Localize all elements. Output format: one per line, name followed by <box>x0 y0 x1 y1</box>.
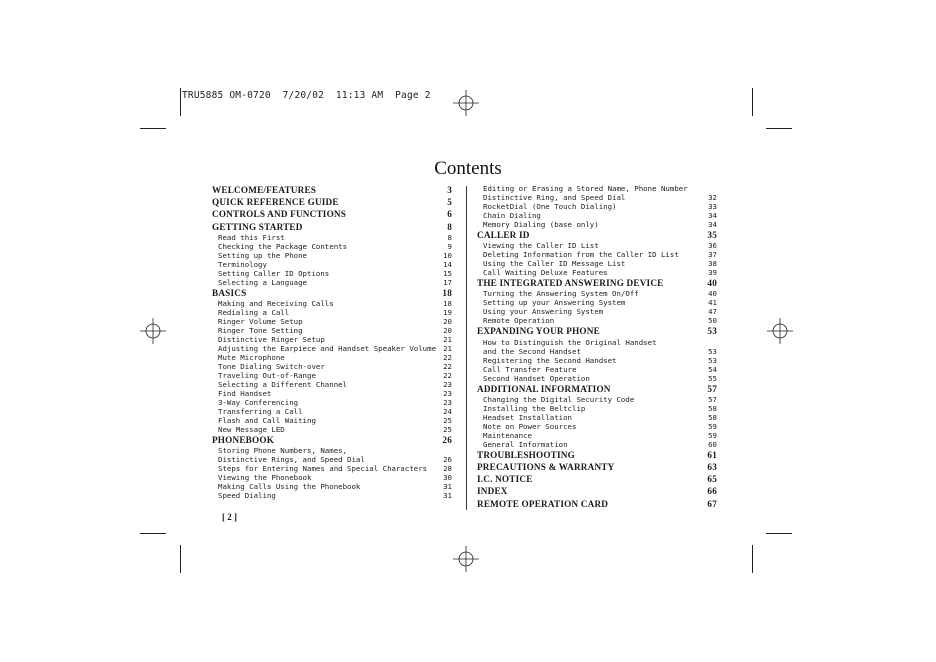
toc-entry-label: Making and Receiving Calls <box>218 298 334 308</box>
toc-page-number: 50 <box>708 316 717 326</box>
toc-section-entry[interactable] <box>477 498 717 510</box>
toc-item-entry[interactable] <box>477 374 717 383</box>
toc-item-entry[interactable] <box>212 464 452 473</box>
page-number: [ 2 ] <box>222 512 237 522</box>
toc-item-entry[interactable] <box>477 338 717 356</box>
toc-page-number: 26 <box>443 455 452 465</box>
registration-mark-bottom-icon <box>453 546 479 572</box>
toc-section-entry[interactable] <box>477 325 717 337</box>
toc-page-number: 9 <box>447 241 452 251</box>
crop-mark-bottom-left-v <box>180 545 181 573</box>
toc-entry-label: Registering the Second Handset <box>483 355 617 365</box>
toc-entry-label: QUICK REFERENCE GUIDE <box>212 197 339 208</box>
toc-page-number: 34 <box>708 211 717 220</box>
toc-item-entry[interactable] <box>212 446 452 464</box>
toc-item-entry[interactable] <box>477 202 717 211</box>
toc-page-number: 35 <box>707 230 717 240</box>
toc-page-number: 6 <box>447 209 452 220</box>
toc-entry-label: Second Handset Operation <box>483 373 590 383</box>
toc-page-number: 10 <box>443 250 452 260</box>
toc-page-number: 61 <box>707 449 717 460</box>
toc-entry-label: Call Waiting Deluxe Features <box>483 268 608 278</box>
toc-entry-label: Editing or Erasing a Stored Name, Phone Number Distinctive Ring, and Speed Dial <box>483 184 688 202</box>
toc-entry-label: BASICS <box>212 287 247 298</box>
toc-entry-label: RocketDial (One Touch Dialing) <box>483 202 617 211</box>
toc-page-number: 28 <box>443 464 452 474</box>
toc-entry-label: Using the Caller ID Message List <box>483 259 626 269</box>
toc-item-entry[interactable] <box>212 269 452 278</box>
toc-entry-label: Using your Answering System <box>483 307 604 317</box>
toc-page-number: 40 <box>707 278 717 289</box>
registration-mark-top-icon <box>453 90 479 116</box>
toc-entry-label: Adjusting the Earpiece and Handset Speaker Volume <box>218 343 437 353</box>
toc-entry-label: Find Handset <box>218 388 272 398</box>
toc-item-entry[interactable] <box>212 242 452 251</box>
toc-page-number: 8 <box>447 232 452 242</box>
toc-page-number: 14 <box>443 259 452 269</box>
crop-mark-bottom-right-v <box>752 545 753 573</box>
toc-page-number: 17 <box>443 277 452 287</box>
toc-item-entry[interactable] <box>477 395 717 404</box>
print-slug: TRU5885 OM-0720 7/20/02 11:13 AM Page 2 <box>182 90 431 101</box>
toc-entry-label: Making Calls Using the Phonebook <box>218 482 361 492</box>
toc-entry-label: Remote Operation <box>483 316 555 326</box>
toc-entry-label: Setting up your Answering System <box>483 298 626 308</box>
toc-page-number: 24 <box>443 406 452 416</box>
toc-section-entry[interactable] <box>212 208 452 220</box>
toc-entry-label: CONTROLS AND FUNCTIONS <box>212 209 347 220</box>
toc-item-entry[interactable] <box>477 259 717 268</box>
toc-entry-label: THE INTEGRATED ANSWERING DEVICE <box>477 278 664 289</box>
toc-item-entry[interactable] <box>477 365 717 374</box>
toc-page-number: 25 <box>443 415 452 425</box>
registration-mark-right-icon <box>767 318 793 344</box>
crop-mark-bottom-right-h <box>766 533 792 534</box>
toc-entry-label: Read this First <box>218 232 285 242</box>
toc-entry-label: TROUBLESHOOTING <box>477 449 575 460</box>
toc-item-entry[interactable] <box>212 389 452 398</box>
column-divider <box>466 186 467 510</box>
toc-item-entry[interactable] <box>477 184 717 202</box>
toc-page-number: 53 <box>708 346 717 356</box>
toc-page-number: 60 <box>708 439 717 449</box>
toc-item-entry[interactable] <box>477 241 717 250</box>
toc-entry-label: PRECAUTIONS & WARRANTY <box>477 461 615 472</box>
toc-page-number: 66 <box>707 486 717 497</box>
toc-entry-label: Chain Dialing <box>483 211 541 220</box>
toc-page-number: 57 <box>708 394 717 404</box>
toc-entry-label: Mute Microphone <box>218 352 285 362</box>
toc-page-number: 22 <box>443 361 452 371</box>
toc-item-entry[interactable] <box>477 440 717 449</box>
toc-section-entry[interactable] <box>477 473 717 485</box>
toc-entry-label: Redialing a Call <box>218 307 290 317</box>
toc-section-entry[interactable] <box>477 485 717 497</box>
toc-entry-label: Deleting Information from the Caller ID List <box>483 250 679 260</box>
toc-item-entry[interactable] <box>212 362 452 371</box>
toc-entry-label: New Message LED <box>218 424 285 434</box>
toc-entry-label: Memory Dialing (base only) <box>483 220 599 229</box>
toc-entry-label: CALLER ID <box>477 230 530 240</box>
toc-entry-label: Tone Dialing Switch-over <box>218 361 325 371</box>
toc-item-entry[interactable] <box>477 250 717 259</box>
toc-section-entry[interactable] <box>477 461 717 473</box>
toc-page-number: 41 <box>708 298 717 308</box>
toc-page-number: 34 <box>708 220 717 229</box>
toc-item-entry[interactable] <box>212 371 452 380</box>
crop-mark-top-right-h <box>766 128 792 129</box>
toc-section-entry[interactable] <box>212 196 452 208</box>
toc-entry-label: Changing the Digital Security Code <box>483 394 635 404</box>
toc-entry-label: INDEX <box>477 486 508 497</box>
toc-page-number: 40 <box>708 289 717 299</box>
toc-item-entry[interactable] <box>477 413 717 422</box>
toc-item-entry[interactable] <box>212 425 452 434</box>
toc-page-number: 23 <box>443 388 452 398</box>
toc-right-column <box>477 184 717 510</box>
toc-entry-label: Setting up the Phone <box>218 250 307 260</box>
toc-page-number: 39 <box>708 268 717 278</box>
toc-entry-label: PHONEBOOK <box>212 434 275 445</box>
toc-entry-label: Selecting a Different Channel <box>218 379 348 389</box>
toc-entry-label: Maintenance <box>483 430 532 440</box>
toc-item-entry[interactable] <box>212 308 452 317</box>
toc-section-entry[interactable] <box>212 287 452 299</box>
toc-page-number: 53 <box>707 326 717 337</box>
toc-entry-label: Traveling Out-of-Range <box>218 370 316 380</box>
toc-page-number: 23 <box>443 379 452 389</box>
crop-mark-bottom-left-h <box>140 533 166 534</box>
toc-item-entry[interactable] <box>477 298 717 307</box>
toc-section-entry[interactable] <box>212 221 452 233</box>
toc-page-number: 31 <box>443 482 452 492</box>
toc-item-entry[interactable] <box>212 233 452 242</box>
toc-item-entry[interactable] <box>212 299 452 308</box>
toc-entry-label: Transferring a Call <box>218 406 303 416</box>
toc-page-number: 20 <box>443 325 452 335</box>
toc-item-entry[interactable] <box>212 407 452 416</box>
toc-item-entry[interactable] <box>212 473 452 482</box>
toc-entry-label: Distinctive Ringer Setup <box>218 334 325 344</box>
toc-entry-label: Installing the Beltclip <box>483 403 586 413</box>
toc-page-number: 55 <box>708 373 717 383</box>
crop-mark-top-right-v <box>752 88 753 116</box>
toc-page-number: 63 <box>707 461 717 472</box>
toc-entry-label: Note on Power Sources <box>483 421 577 431</box>
toc-entry-label: Speed Dialing <box>218 491 276 501</box>
toc-page-number: 22 <box>443 352 452 362</box>
toc-item-entry[interactable] <box>212 278 452 287</box>
toc-item-entry[interactable] <box>477 404 717 413</box>
toc-item-entry[interactable] <box>477 211 717 220</box>
toc-left-column <box>212 184 452 500</box>
toc-entry-label: ADDITIONAL INFORMATION <box>477 383 611 394</box>
toc-page-number: 22 <box>443 370 452 380</box>
toc-page-number: 19 <box>443 307 452 317</box>
toc-item-entry[interactable] <box>477 356 717 365</box>
toc-page-number: 58 <box>708 412 717 422</box>
toc-entry-label: EXPANDING YOUR PHONE <box>477 326 600 337</box>
toc-section-entry[interactable] <box>477 229 717 241</box>
toc-page-number: 31 <box>443 491 452 501</box>
toc-page-number: 65 <box>707 474 717 485</box>
toc-entry-label: I.C. NOTICE <box>477 474 533 485</box>
toc-entry-label: GETTING STARTED <box>212 221 303 232</box>
toc-section-entry[interactable] <box>212 184 452 196</box>
toc-item-entry[interactable] <box>212 482 452 491</box>
toc-entry-label: Setting Caller ID Options <box>218 268 330 278</box>
toc-item-entry[interactable] <box>477 316 717 325</box>
toc-entry-label: Selecting a Language <box>218 277 307 287</box>
toc-item-entry[interactable] <box>477 268 717 277</box>
toc-entry-label: Steps for Entering Names and Special Characters <box>218 464 428 474</box>
toc-page-number: 67 <box>707 498 717 509</box>
toc-entry-label: Ringer Volume Setup <box>218 316 303 326</box>
toc-entry-label: How to Distinguish the Original Handset and the Second Handset <box>483 337 657 356</box>
toc-page-number: 21 <box>443 334 452 344</box>
toc-entry-label: Turning the Answering System On/Off <box>483 289 639 299</box>
toc-entry-label: Call Transfer Feature <box>483 364 577 374</box>
toc-page-number: 38 <box>708 259 717 269</box>
toc-item-entry[interactable] <box>212 335 452 344</box>
toc-item-entry[interactable] <box>212 251 452 260</box>
toc-entry-label: REMOTE OPERATION CARD <box>477 498 609 509</box>
toc-page-number: 37 <box>708 250 717 260</box>
toc-section-entry[interactable] <box>477 277 717 289</box>
toc-item-entry[interactable] <box>212 326 452 335</box>
toc-page-number: 57 <box>707 383 717 394</box>
toc-page-number: 36 <box>708 241 717 251</box>
toc-item-entry[interactable] <box>212 491 452 500</box>
toc-section-entry[interactable] <box>477 383 717 395</box>
toc-item-entry[interactable] <box>212 260 452 269</box>
toc-item-entry[interactable] <box>477 422 717 431</box>
page-title: Contents <box>434 158 502 179</box>
toc-page-number: 26 <box>442 434 452 445</box>
toc-page-number: 59 <box>708 421 717 431</box>
crop-mark-top-left-v <box>180 88 181 116</box>
toc-entry-label: Storing Phone Numbers, Names, Distinctive Rings, and Speed Dial <box>218 446 365 465</box>
toc-item-entry[interactable] <box>212 344 452 353</box>
toc-page-number: 5 <box>447 197 452 208</box>
toc-page-number: 18 <box>442 287 452 298</box>
toc-page-number: 20 <box>443 316 452 326</box>
toc-entry-label: Ringer Tone Setting <box>218 325 303 335</box>
toc-page-number: 25 <box>443 424 452 434</box>
toc-page-number: 15 <box>443 268 452 278</box>
toc-entry-label: WELCOME/FEATURES <box>212 185 317 195</box>
toc-page-number: 59 <box>708 430 717 440</box>
toc-entry-label: General Information <box>483 439 568 449</box>
toc-section-entry[interactable] <box>477 449 717 461</box>
toc-section-entry[interactable] <box>212 434 452 446</box>
toc-item-entry[interactable] <box>477 307 717 316</box>
toc-entry-label: Terminology <box>218 259 267 269</box>
toc-page-number: 47 <box>708 307 717 317</box>
toc-item-entry[interactable] <box>477 289 717 298</box>
toc-item-entry[interactable] <box>477 220 717 229</box>
toc-item-entry[interactable] <box>212 380 452 389</box>
registration-mark-left-icon <box>140 318 166 344</box>
crop-mark-top-left-h <box>140 128 166 129</box>
toc-entry-label: Viewing the Caller ID List <box>483 241 599 251</box>
toc-page-number: 33 <box>708 202 717 211</box>
toc-entry-label: Checking the Package Contents <box>218 241 348 251</box>
toc-entry-label: Headset Installation <box>483 412 572 422</box>
toc-page-number: 23 <box>443 397 452 407</box>
toc-page-number: 30 <box>443 473 452 483</box>
toc-item-entry[interactable] <box>212 353 452 362</box>
toc-page-number: 8 <box>447 221 452 232</box>
toc-entry-label: 3-Way Conferencing <box>218 397 299 407</box>
toc-page-number: 21 <box>443 343 452 353</box>
toc-item-entry[interactable] <box>477 431 717 440</box>
toc-item-entry[interactable] <box>212 317 452 326</box>
toc-page-number: 18 <box>443 298 452 308</box>
toc-item-entry[interactable] <box>212 398 452 407</box>
toc-page-number: 3 <box>447 185 452 195</box>
toc-page-number: 54 <box>708 364 717 374</box>
toc-page-number: 53 <box>708 355 717 365</box>
toc-entry-label: Viewing the Phonebook <box>218 473 312 483</box>
toc-page-number: 58 <box>708 403 717 413</box>
toc-entry-label: Flash and Call Waiting <box>218 415 316 425</box>
toc-page-number: 32 <box>708 193 717 202</box>
toc-item-entry[interactable] <box>212 416 452 425</box>
